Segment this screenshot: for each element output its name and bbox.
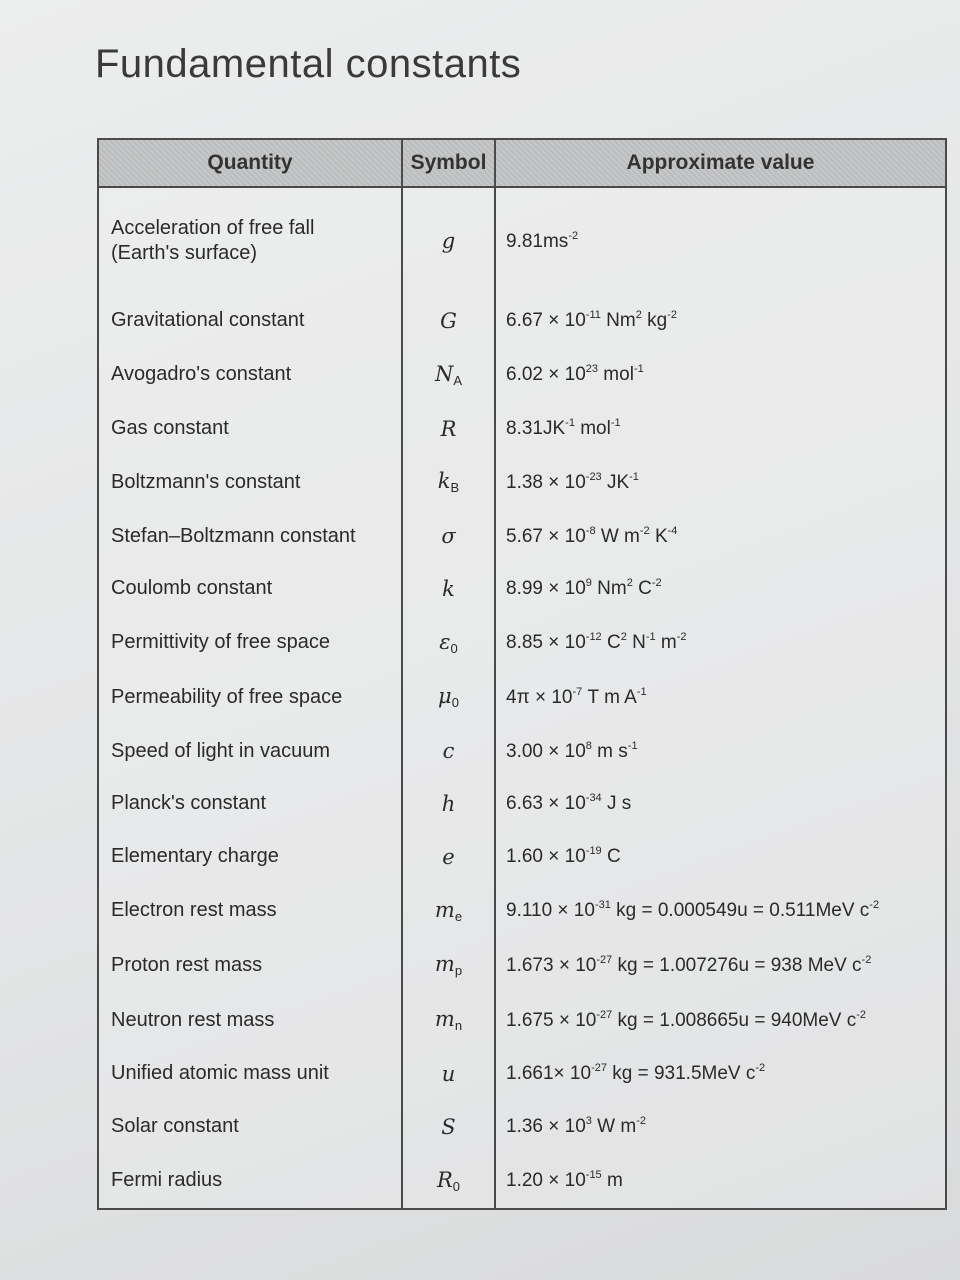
- symbol-cell: [402, 295, 495, 348]
- symbol-subscript: B: [450, 480, 460, 496]
- quantity-cell: Boltzmann's constant: [111, 470, 301, 493]
- table-row: [99, 347, 945, 402]
- value-cell: $1.673 \times 10^{-27}$ kg = 1.007276u = 938 MeV $c^{-2}$: [506, 953, 872, 976]
- symbol-subscript: 0: [451, 695, 459, 711]
- value-cell: $9.110 \times 10^{-31}$ kg = 0.000549u = 0.511MeV $c^{-2}$: [506, 899, 880, 922]
- table-header-row: [99, 140, 945, 187]
- value-cell: $5.67 \times 10^{-8}$ W $m^{-2}$ $K^{-4}$: [506, 524, 678, 547]
- value-cell: $6.63 \times 10^{-34}$ J s: [506, 792, 632, 815]
- symbol-text: σ: [441, 524, 456, 549]
- table-row: [99, 187, 945, 295]
- value-cell: $1.38 \times 10^{-23}$ $JK^{-1}$: [506, 470, 639, 493]
- quantity-cell: Proton rest mass: [111, 953, 263, 976]
- quantity-cell: Speed of light in vacuum: [111, 739, 331, 762]
- quantity-cell: Planck's constant: [111, 792, 267, 815]
- symbol-cell: [402, 1100, 495, 1153]
- value-cell: $1.60 \times 10^{-19}$ C: [506, 845, 621, 868]
- symbol-text: c: [442, 739, 455, 764]
- header-quantity: Quantity: [99, 140, 402, 187]
- symbol-cell: [402, 993, 495, 1048]
- symbol-text: m: [434, 897, 455, 922]
- quantity-cell: Gas constant: [111, 417, 229, 440]
- symbol-cell: [402, 510, 495, 563]
- symbol-text: G: [440, 308, 457, 333]
- symbol-cell: [402, 1153, 495, 1208]
- quantity-cell: Permittivity of free space: [111, 631, 330, 654]
- quantity-cell: Stefan–Boltzmann constant: [111, 524, 356, 547]
- symbol-text: u: [441, 1061, 456, 1086]
- quantity-cell: Coulomb constant: [111, 577, 273, 600]
- symbol-text: g: [441, 229, 456, 254]
- quantity-cell: Fermi radius: [111, 1169, 223, 1192]
- value-cell: $1.661\times 10^{-27}$ kg = 931.5MeV $c^{-2}$: [506, 1062, 766, 1085]
- symbol-text: ε: [439, 629, 451, 654]
- table-row: [99, 402, 945, 455]
- symbol-subscript: n: [454, 1018, 463, 1034]
- symbol-text: R: [440, 416, 457, 441]
- page-title: Fundamental constants: [95, 42, 522, 86]
- symbol-subscript: 0: [452, 1178, 461, 1194]
- table-row: [99, 455, 945, 510]
- table-row: [99, 1048, 945, 1101]
- symbol-text: R: [436, 1167, 453, 1192]
- value-cell: $9.81ms^{-2}$: [506, 229, 579, 252]
- header-symbol: Symbol: [402, 140, 495, 187]
- table-row: [99, 295, 945, 348]
- symbol-subscript: A: [453, 372, 463, 388]
- quantity-cell: Unified atomic mass unit: [111, 1062, 329, 1085]
- symbol-text: h: [441, 791, 456, 816]
- symbol-subscript: 0: [450, 640, 458, 656]
- symbol-text: μ: [438, 684, 452, 709]
- quantity-cell: Permeability of free space: [111, 685, 343, 708]
- table-row: [99, 615, 945, 670]
- symbol-cell: [402, 938, 495, 993]
- symbol-text: S: [441, 1114, 456, 1139]
- symbol-cell: [402, 830, 495, 883]
- constants-table: [97, 138, 947, 1210]
- header-value: Approximate value: [495, 140, 945, 187]
- table-row: [99, 938, 945, 993]
- symbol-subscript: e: [454, 908, 463, 924]
- symbol-cell: [402, 402, 495, 455]
- table-row: [99, 883, 945, 938]
- symbol-text: k: [437, 469, 451, 494]
- quantity-cell: Avogadro's constant: [111, 363, 292, 386]
- value-cell: $6.02 \times 10^{23}$ mol$^{-1}$: [506, 363, 644, 386]
- table-row: [99, 1100, 945, 1153]
- symbol-subscript: p: [454, 963, 463, 979]
- symbol-cell: [402, 1048, 495, 1101]
- value-cell: $1.20 \times 10^{-15}$ m: [506, 1169, 623, 1192]
- value-cell: $3.00 \times 10^8$ m $s^{-1}$: [506, 739, 638, 762]
- table-row: [99, 1153, 945, 1208]
- quantity-cell: Elementary charge: [111, 845, 279, 868]
- symbol-cell: [402, 562, 495, 615]
- symbol-cell: [402, 725, 495, 778]
- symbol-text: k: [442, 576, 455, 601]
- table-row: [99, 510, 945, 563]
- symbol-text: m: [434, 1007, 455, 1032]
- table-row: [99, 562, 945, 615]
- symbol-text: m: [434, 952, 455, 977]
- value-cell: $8.99 \times 10^9$ Nm$^2$ $C^{-2}$: [506, 577, 662, 600]
- value-cell: $1.675 \times 10^{-27}$ kg = 1.008665u = 940MeV $c^{-2}$: [506, 1008, 867, 1031]
- symbol-cell: [402, 883, 495, 938]
- symbol-cell: [402, 187, 495, 295]
- table-row: [99, 778, 945, 831]
- quantity-cell: Acceleration of free fall (Earth's surface): [111, 217, 315, 265]
- table-row: [99, 830, 945, 883]
- symbol-text: e: [442, 844, 455, 869]
- table-row: [99, 670, 945, 725]
- symbol-cell: [402, 670, 495, 725]
- table-row: [99, 993, 945, 1048]
- value-cell: $8.85 \times 10^{-12}$ $C^2$ $N^{-1}$ $m^{-2}$: [506, 631, 687, 654]
- symbol-text: N: [434, 361, 454, 386]
- quantity-cell: Solar constant: [111, 1115, 239, 1138]
- value-cell: $8.31JK^{-1}$ mol$^{-1}$: [506, 417, 621, 440]
- value-cell: $4\pi \times 10^{-7}$ T m $A^{-1}$: [506, 685, 647, 708]
- symbol-cell: [402, 778, 495, 831]
- quantity-cell: Neutron rest mass: [111, 1008, 275, 1031]
- value-cell: $1.36 \times 10^3$ W $m^{-2}$: [506, 1115, 647, 1138]
- quantity-cell: Electron rest mass: [111, 899, 277, 922]
- table-row: [99, 725, 945, 778]
- symbol-cell: [402, 347, 495, 402]
- symbol-cell: [402, 455, 495, 510]
- symbol-cell: [402, 615, 495, 670]
- value-cell: $6.67 \times 10^{-11}$ Nm$^2$ $kg^{-2}$: [506, 309, 677, 332]
- quantity-cell: Gravitational constant: [111, 309, 305, 332]
